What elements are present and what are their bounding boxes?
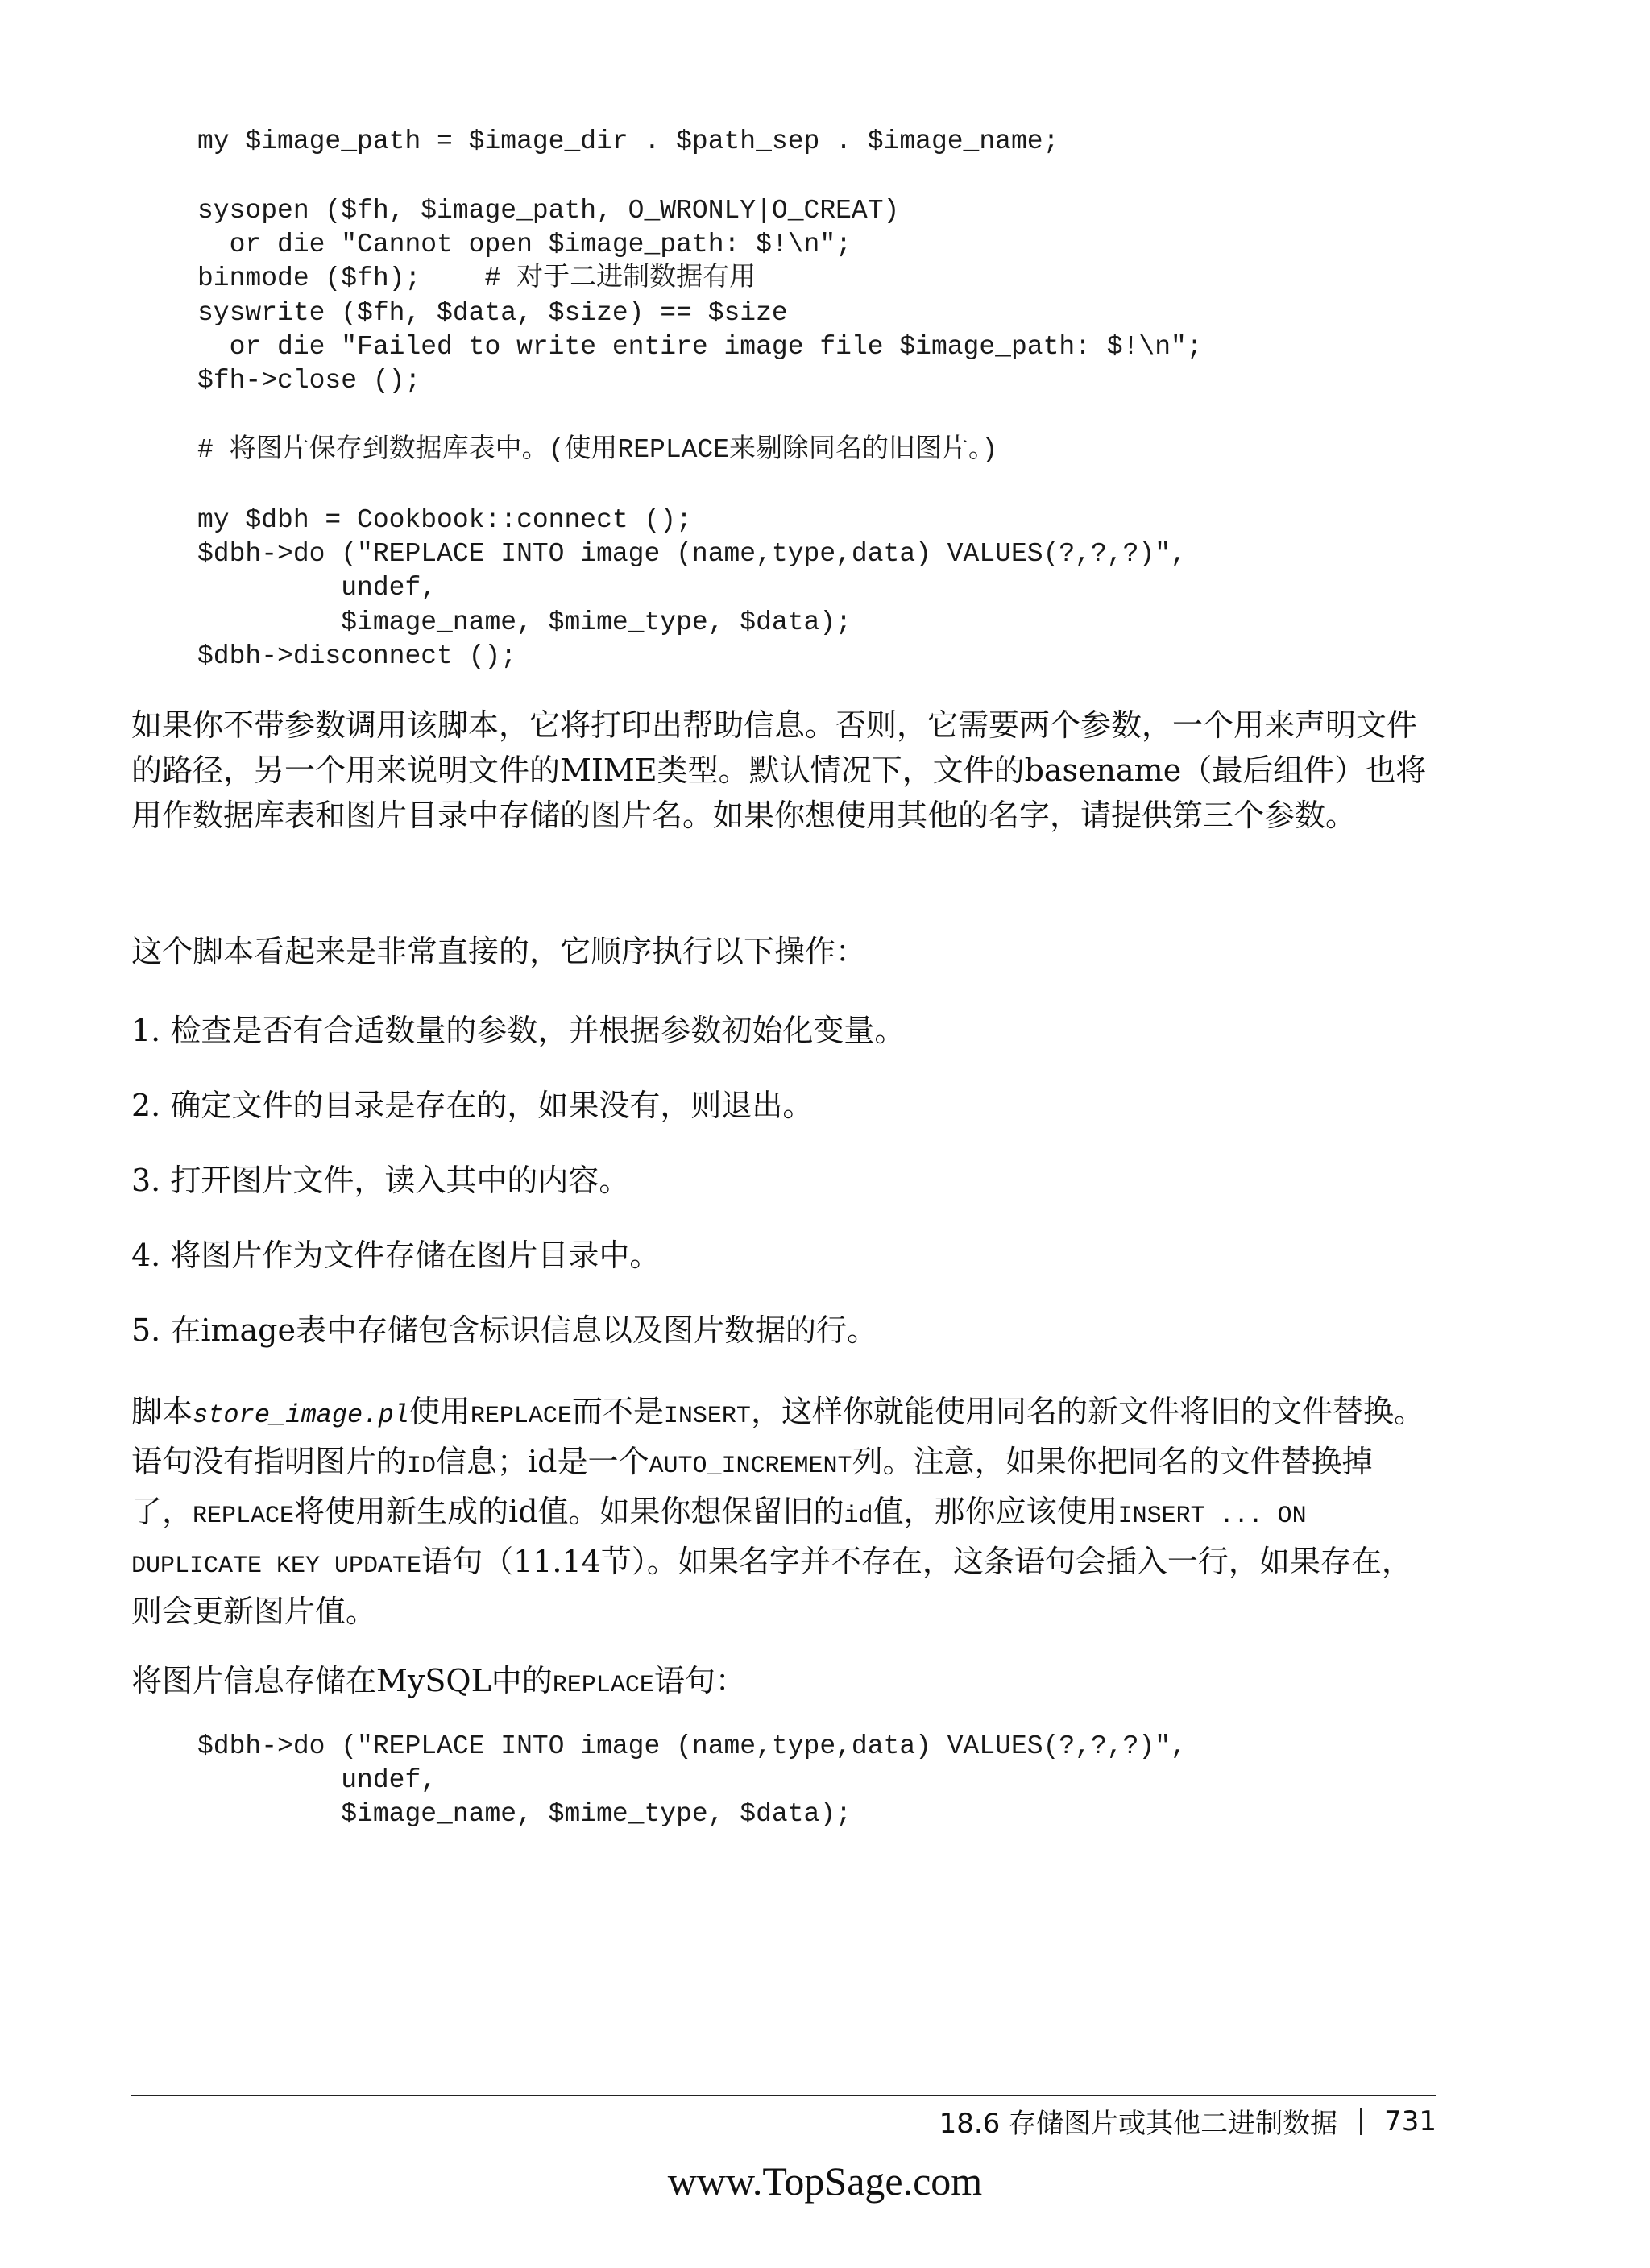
code-line: or die "Failed to write entire image file $image_path: $!\n";: [197, 332, 1203, 362]
text: 将图片信息存储在MySQL中的: [131, 1663, 553, 1698]
list-item: 3. 打开图片文件，读入其中的内容。: [131, 1163, 630, 1198]
footer-divider: [131, 2095, 1436, 2096]
script-name: store_image.pl: [193, 1400, 409, 1430]
inline-code: ID: [407, 1453, 437, 1480]
inline-code: id: [844, 1503, 873, 1530]
text: 语句：: [653, 1663, 746, 1698]
code-line: my $image_path = $image_dir . $path_sep . $image_name;: [197, 126, 1059, 156]
page-footer: [939, 2101, 1436, 2141]
code-line: syswrite ($fh, $data, $size) == $size: [197, 298, 788, 328]
footer-separator: [1360, 2108, 1362, 2135]
code-line: sysopen ($fh, $image_path, O_WRONLY|O_CREAT): [197, 196, 900, 226]
inline-code: REPLACE: [552, 1672, 654, 1699]
inline-code: INSERT ... ON DUPLICATE KEY UPDATE: [131, 1503, 1307, 1580]
website-watermark: www.TopSage.com: [667, 2158, 983, 2204]
paragraph-replace-explanation: [131, 1389, 1432, 1634]
code-line: binmode ($fh); # 对于二进制数据有用: [197, 263, 757, 293]
paragraph-usage: 如果你不带参数调用该脚本，它将打印出帮助信息。否则，它需要两个参数，一个用来声明文件的路径，另一个用来说明文件的MIME类型。默认情况下，文件的basename（最后组件）也将用作数据库表和图片目录中存储的图片名。如果你想使用其他的名字，请提供第三个参数。: [131, 707, 1427, 833]
text: 值，那你应该使用: [873, 1494, 1118, 1529]
code-line: $dbh->do ("REPLACE INTO image (name,type,data) VALUES(?,?,?)",: [197, 1731, 1187, 1761]
inline-code: AUTO_INCREMENT: [649, 1453, 852, 1480]
inline-code: INSERT: [663, 1403, 751, 1430]
list-item: 4. 将图片作为文件存储在图片目录中。: [131, 1238, 661, 1273]
inline-code: REPLACE: [193, 1503, 295, 1530]
code-line: my $dbh = Cookbook::connect ();: [197, 505, 692, 535]
paragraph-intro-steps: 这个脚本看起来是非常直接的，它顺序执行以下操作：: [131, 934, 867, 969]
inline-code: REPLACE: [470, 1403, 572, 1430]
code-line: $image_name, $mime_type, $data);: [197, 607, 852, 637]
list-item: 1. 检查是否有合适数量的参数，并根据参数初始化变量。: [131, 1013, 906, 1048]
code-line: $dbh->disconnect ();: [197, 641, 517, 671]
text: ，这样你就能使用同名的新文件将旧的文件替换。语句没有指明图片的: [131, 1394, 1424, 1479]
text: 将使用新生成的id值。如果你想保留旧的: [294, 1494, 844, 1529]
code-line: $fh->close ();: [197, 366, 421, 396]
page-number: 731: [1384, 2104, 1436, 2137]
text: 信息；id是一个: [436, 1444, 649, 1479]
list-item: 5. 在image表中存储包含标识信息以及图片数据的行。: [131, 1312, 877, 1348]
text: 使用: [408, 1394, 471, 1429]
code-line: $image_name, $mime_type, $data);: [197, 1799, 852, 1829]
text: 列。注意，如果你把同名的文件替换掉了，: [131, 1444, 1373, 1529]
text: 语句（11.14节）。如果名字并不存在，这条语句会插入一行，如果存在，则会更新图片值。: [131, 1544, 1412, 1629]
code-line: $dbh->do ("REPLACE INTO image (name,type,data) VALUES(?,?,?)",: [197, 539, 1187, 569]
code-line: or die "Cannot open $image_path: $!\n";: [197, 230, 852, 259]
section-title: 18.6 存储图片或其他二进制数据: [939, 2108, 1338, 2140]
code-line: undef,: [197, 1765, 437, 1795]
list-item: 2. 确定文件的目录是存在的，如果没有，则退出。: [131, 1088, 814, 1123]
code-comment: # 将图片保存到数据库表中。(使用REPLACE来剔除同名的旧图片。): [197, 435, 998, 465]
paragraph-replace-statement-intro: [131, 1658, 1432, 1708]
text: 脚本: [131, 1394, 193, 1429]
code-line: undef,: [197, 573, 437, 603]
text: 而不是: [571, 1394, 664, 1429]
